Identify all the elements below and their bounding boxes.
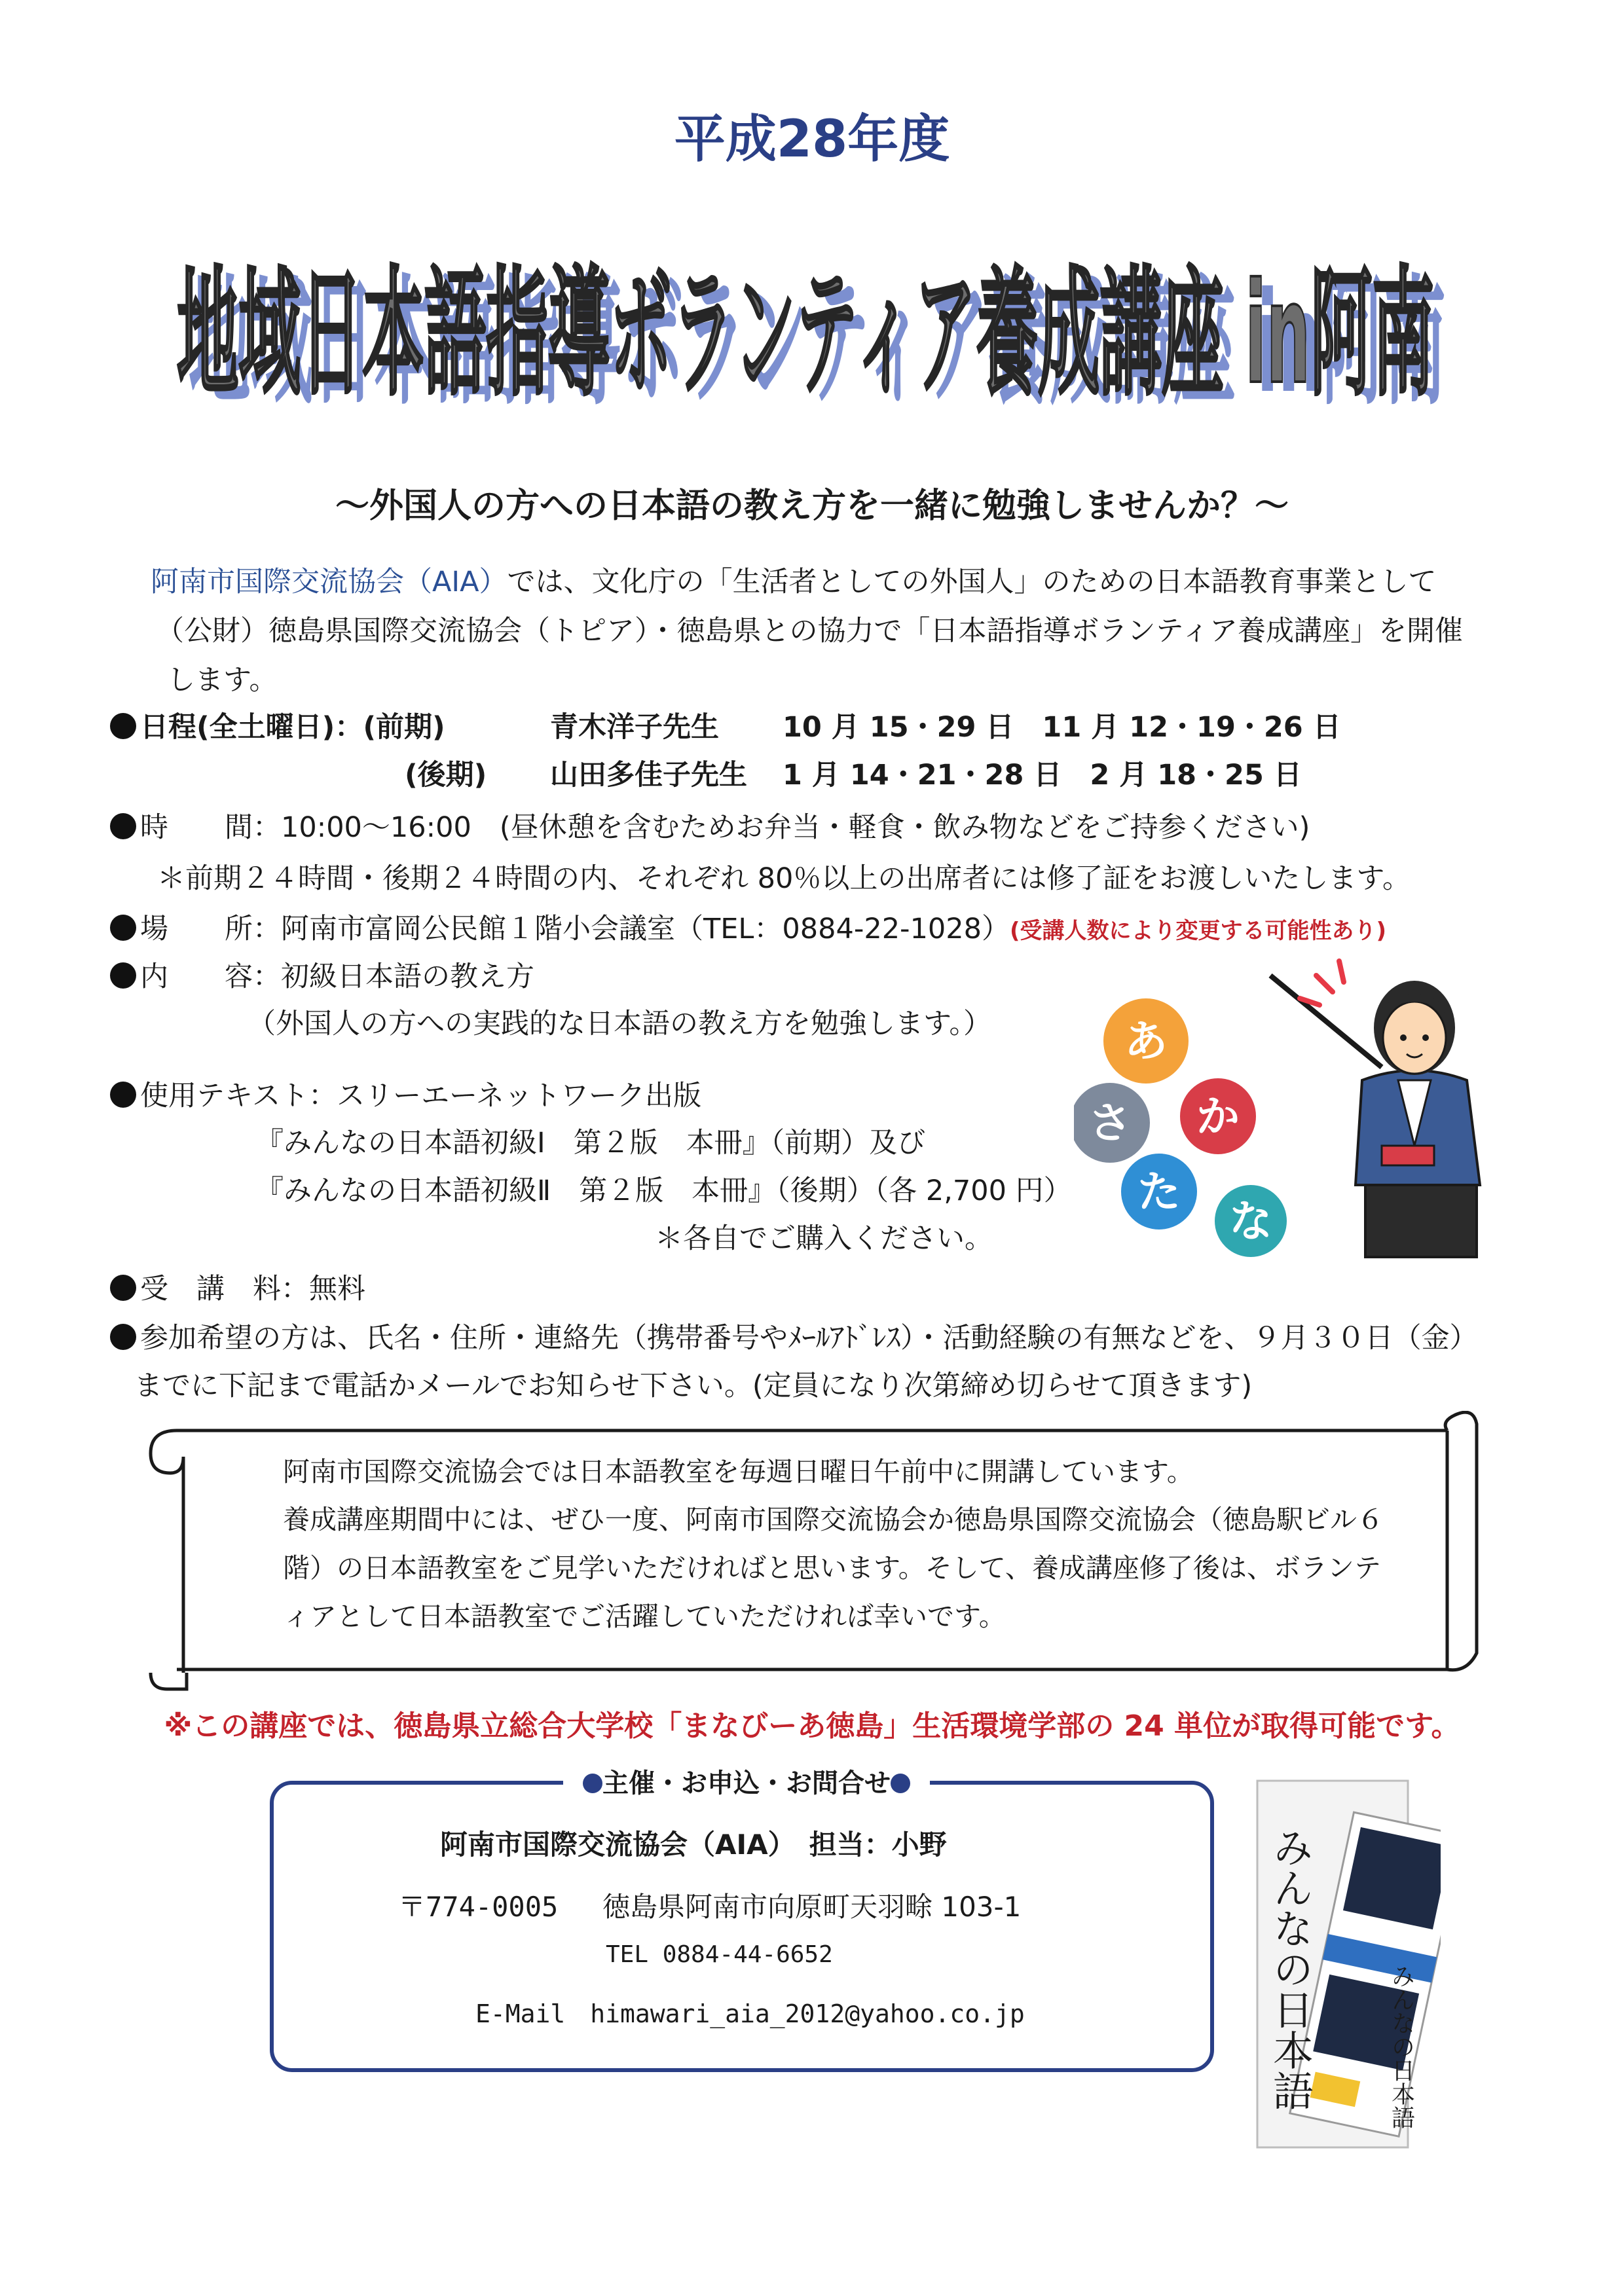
content-label: 内 容： (140, 960, 281, 993)
kana-a: あ (1124, 1016, 1168, 1066)
intro-line-1 (151, 560, 1437, 600)
kana-ka: か (1196, 1091, 1240, 1142)
content-row (110, 955, 534, 994)
heading-dot-icon (583, 1774, 602, 1793)
contact-org: 阿南市国際交流協会（AIA） 担当：小野 (440, 1829, 947, 1861)
intro-line-1-text: では、文化庁の「生活者としての外国人」のための日本語教育事業として (507, 566, 1437, 598)
pointer-stick (1270, 975, 1382, 1067)
emphasis-marks (1300, 961, 1344, 1005)
bullet-icon (110, 813, 136, 839)
book-side-title: みんなの日本語 (1388, 1964, 1415, 2129)
first-teacher: 青木洋子先生 (550, 711, 719, 744)
place-note: (受講人数により変更する可能性あり) (1010, 918, 1387, 944)
subtitle: ～外国人の方への日本語の教え方を一緒に勉強しませんか？～ (335, 486, 1289, 526)
second-teacher: 山田多佳子先生 (550, 759, 747, 792)
textbook-note: ＊各自でご購入ください。 (655, 1222, 993, 1255)
book-title: みんなの日本語 (1266, 1827, 1314, 2111)
contact-heading (563, 1762, 930, 1800)
heading-dot-icon (891, 1774, 910, 1793)
first-dates: 10 月 15・29 日 11 月 12・19・26 日 (783, 711, 1341, 744)
first-term: (前期) (363, 711, 445, 744)
bullet-icon (110, 962, 136, 989)
intro-line-3: します。 (167, 664, 278, 697)
intro-org: 阿南市国際交流協会（AIA） (151, 566, 507, 598)
textbook-covers-image (1244, 1768, 1441, 2160)
bullet-icon (110, 915, 136, 941)
time-label: 時 間： (140, 811, 281, 844)
place-row (110, 907, 1386, 947)
fee-row (110, 1267, 365, 1307)
contact-heading-text: 主催・お申込・お問合せ (602, 1768, 891, 1798)
scroll-line-2: 養成講座期間中には、ぜひ一度、阿南市国際交流協会か徳島県国際交流協会（徳島駅ビル６ (283, 1504, 1384, 1535)
content-value: 初級日本語の教え方 (281, 960, 534, 993)
scroll-line-4: ィアとして日本語教室でご活躍していただければ幸いです。 (283, 1601, 1006, 1632)
apply-row (110, 1316, 1478, 1356)
time-value: 10:00～16:00 (昼休憩を含むためお弁当・軽食・飲み物などをご持参ください) (281, 811, 1310, 844)
place-label: 場 所： (140, 913, 281, 945)
teacher-eye-right (1422, 1034, 1429, 1041)
contact-tel: TEL 0884-44-6652 (606, 1941, 833, 1968)
textbook-book1: 『みんなの日本語初級Ⅰ 第２版 本冊』（前期）及び (255, 1127, 926, 1159)
apply-line-2: までに下記まで電話かメールでお知らせ下さい。(定員になり次第締め切らせて頂きます) (134, 1370, 1253, 1402)
schedule-label: 日程(全土曜日)： (140, 711, 363, 744)
second-dates: 1 月 14・21・28 日 2 月 18・25 日 (783, 759, 1302, 792)
year-heading: 平成28年度 (674, 110, 950, 169)
textbook-book2: 『みんなの日本語初級Ⅱ 第２版 本冊』（後期）（各 2,700 円） (255, 1175, 1072, 1207)
time-row (110, 805, 1310, 845)
teacher-illustration (1074, 949, 1545, 1277)
main-title-shadow: 地域日本語指導ボランティア養成講座 in阿南 (189, 262, 1446, 424)
contact-address: 徳島県阿南市向原町天羽畭 103-1 (602, 1891, 1022, 1923)
contact-postal: 〒774-0005 (398, 1891, 559, 1923)
bullet-icon (110, 713, 136, 739)
textbook-publisher: スリーエーネットワーク出版 (337, 1080, 701, 1112)
fee-value: 無料 (309, 1273, 365, 1305)
kana-na: な (1229, 1196, 1272, 1247)
time-note: ＊前期２４時間・後期２４時間の内、それぞれ 80％以上の出席者には修了証をお渡しいたします。 (157, 862, 1411, 895)
bullet-icon (110, 1275, 136, 1301)
intro-line-2: （公財）徳島県国際交流協会（トピア）・徳島県との協力で「日本語指導ボランティア養成講座」を開催 (156, 615, 1464, 647)
kana-sa: さ (1088, 1098, 1132, 1148)
teacher-book (1382, 1146, 1434, 1165)
apply-line-1: 参加希望の方は、氏名・住所・連絡先（携帯番号やﾒｰﾙｱﾄﾞﾚｽ）・活動経験の有無などを、９月３０日（金） (140, 1322, 1478, 1355)
teacher-face (1383, 1002, 1446, 1074)
credit-note: ※この講座では、徳島県立総合大学校「まなびーあ徳島」生活環境学部の 24 単位が取得可能です。 (164, 1709, 1460, 1743)
bullet-icon (110, 1324, 136, 1350)
teacher-eye-left (1400, 1034, 1407, 1041)
schedule-row-first (110, 705, 445, 745)
main-title-text: 地域日本語指導ボランティア養成講座 in阿南 (177, 253, 1434, 414)
scroll-line-3: 階）の日本語教室をご見学いただければと思います。そして、養成講座修了後は、ボランテ (283, 1552, 1381, 1584)
second-term: (後期) (405, 759, 487, 792)
bullet-icon (110, 1082, 136, 1108)
scroll-line-1: 阿南市国際交流協会では日本語教室を毎週日曜日午前中に開講しています。 (283, 1456, 1194, 1487)
content-detail: （外国人の方への実践的な日本語の教え方を勉強します。） (248, 1008, 992, 1040)
textbook-row (110, 1074, 701, 1114)
contact-email: E-Mail himawari_aia_2012@yahoo.co.jp (475, 1999, 1025, 2028)
place-value: 阿南市富岡公民館１階小会議室（TEL：0884-22-1028） (281, 913, 1010, 945)
fee-label: 受 講 料： (140, 1273, 309, 1305)
textbook-label: 使用テキスト： (140, 1080, 337, 1112)
main-title (144, 219, 1480, 435)
kana-ta: た (1137, 1167, 1181, 1217)
teacher-skirt (1365, 1185, 1477, 1257)
